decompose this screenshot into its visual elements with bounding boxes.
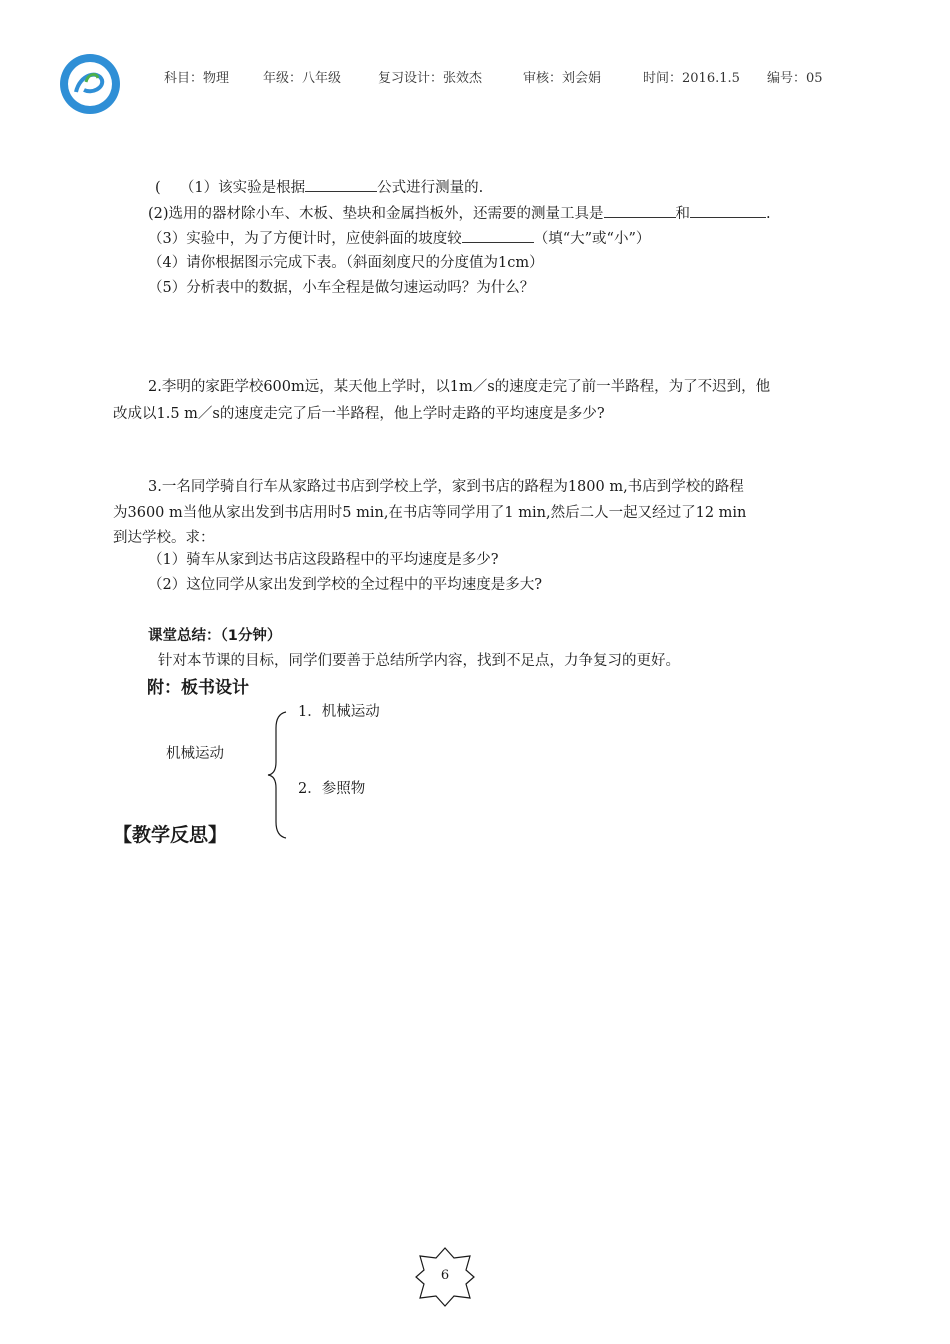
q2-line-1: 2.李明的家距学校600m远，某天他上学时，以1m／s的速度走完了前一半路程，为了不迟到，他: [148, 379, 771, 395]
header-reviewer: 审核：刘会娟: [523, 71, 602, 86]
tool-blank-1[interactable]: [604, 203, 676, 218]
q1-l2-end: .: [766, 206, 771, 222]
header-subject: 科目：物理: [164, 71, 230, 86]
tool-blank-2[interactable]: [690, 203, 766, 218]
q1-l3-suffix: （填“大”或“小”）: [533, 231, 651, 247]
q1-l3-prefix: （3）实验中，为了方便计时，应使斜面的坡度较: [148, 231, 462, 247]
q3-line-4: （1）骑车从家到达书店这段路程中的平均速度是多少?: [148, 552, 499, 568]
header-time: 时间：2016.1.5: [643, 71, 740, 86]
page-number: 6: [440, 1268, 450, 1283]
q1-line-4: （4）请你根据图示完成下表。（斜面刻度尺的分度值为1cm）: [148, 255, 544, 271]
header-grade: 年级：八年级: [263, 71, 342, 86]
q3-line-2: 为3600 m当他从家出发到书店用时5 min,在书店等同学用了1 min,然后二人一起又经过了12 min: [113, 505, 747, 521]
school-logo: [58, 52, 122, 116]
board-topic: 机械运动: [166, 746, 224, 762]
board-title: 附：板书设计: [147, 678, 249, 698]
q3-line-3: 到达学校。求：: [113, 530, 215, 546]
board-item-1: 1．机械运动: [298, 704, 380, 720]
q1-line-5: （5）分析表中的数据，小车全程是做匀速运动吗？为什么？: [148, 280, 535, 296]
q3-line-5: （2）这位同学从家出发到学校的全过程中的平均速度是多大?: [148, 577, 542, 593]
slope-blank[interactable]: [462, 228, 534, 243]
formula-blank[interactable]: [305, 177, 377, 192]
summary-title: 课堂总结：（1分钟）: [148, 628, 282, 644]
q1-line-3: [148, 228, 650, 249]
page-number-badge: [414, 1246, 476, 1308]
q2-line-2: 改成以1.5 m／s的速度走完了后一半路程，他上学时走路的平均速度是多少?: [113, 406, 605, 422]
q1-open-paren: (: [155, 180, 161, 196]
header-number: 编号：05: [767, 71, 823, 86]
summary-text: 针对本节课的目标，同学们要善于总结所学内容，找到不足点，力争复习的更好。: [158, 653, 680, 669]
curly-brace: [262, 710, 292, 840]
reflection-title: 【教学反思】: [113, 824, 228, 846]
q1-l1-prefix: （1）该实验是根据: [179, 180, 306, 196]
q1-line-1: [155, 177, 483, 198]
q3-line-1: 3.一名同学骑自行车从家路过书店到学校上学，家到书店的路程为1800 m,书店到学校的路程: [148, 479, 744, 495]
board-item-2: 2．参照物: [298, 781, 366, 797]
q1-l1-suffix: 公式进行测量的.: [377, 180, 484, 196]
q1-l2-prefix: (2)选用的器材除小车、木板、垫块和金属挡板外，还需要的测量工具是: [148, 206, 604, 222]
q1-l2-and: 和: [675, 206, 691, 222]
q1-line-2: [148, 203, 771, 224]
header-designer: 复习设计：张效杰: [378, 71, 483, 86]
